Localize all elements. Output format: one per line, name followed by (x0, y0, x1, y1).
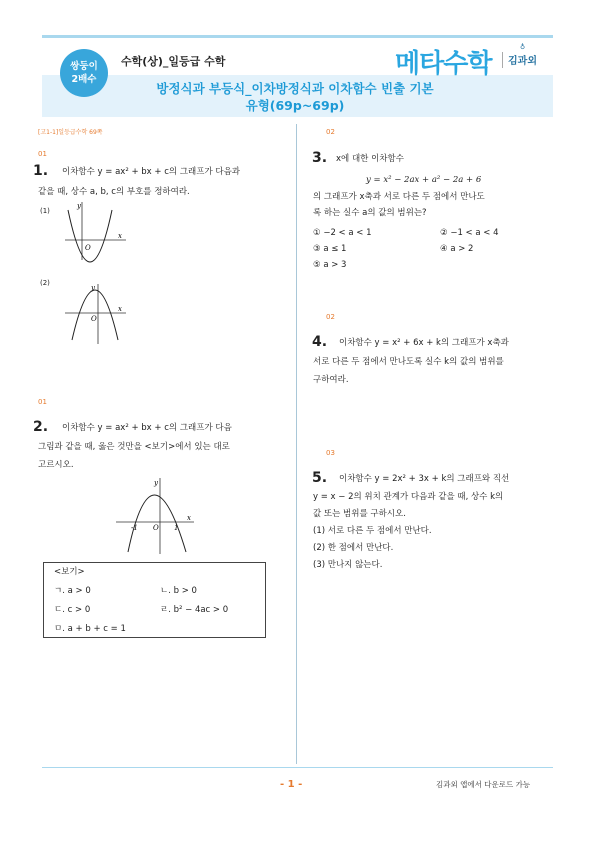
course-title: 수학(상)_일등급 수학 (121, 55, 226, 68)
q5-line2: y = x − 2의 위치 관계가 다음과 같을 때, 상수 k의 (313, 492, 504, 502)
worksheet-subtitle: 유형(69p~69p) (245, 98, 345, 113)
q1-tag: 01 (38, 150, 47, 158)
q3-tag: 02 (326, 128, 335, 136)
q3-choice-3[interactable]: ③ a ≤ 1 (313, 244, 347, 254)
q1-number: 1. (33, 163, 49, 179)
q5-item-2: (2) 한 점에서 만난다. (313, 543, 394, 553)
q2g-x-label: x (187, 514, 191, 522)
q1-line1: 이차함수 y = ax² + bx + c의 그래프가 다음과 (62, 167, 240, 177)
q3-choice-4[interactable]: ④ a > 2 (440, 244, 474, 254)
q4-line2: 서로 다른 두 점에서 만나도록 실수 k의 값의 범위를 (313, 357, 504, 367)
bogi-item-3: ㄷ. c > 0 (54, 605, 91, 615)
q1g2-y-label: y (91, 284, 95, 292)
brand-divider (502, 52, 503, 68)
q4-line3: 구하여라. (313, 375, 349, 385)
bogi-item-4: ㄹ. b² − 4ac > 0 (160, 605, 229, 615)
q1g1-y-label: y (77, 202, 81, 210)
q3-line2: 의 그래프가 x축과 서로 다른 두 점에서 만나도 (313, 192, 485, 202)
q2g-tick-neg1: -1 (131, 524, 138, 532)
q1g1-parabola (68, 210, 112, 262)
q1-line2: 같을 때, 상수 a, b, c의 부호를 정하여라. (38, 187, 190, 197)
q5-tag: 03 (326, 449, 335, 457)
q2-line3: 고르시오. (38, 460, 74, 470)
q1g1-x-label: x (118, 232, 122, 240)
q5-item-1: (1) 서로 다른 두 점에서 만난다. (313, 526, 432, 536)
q2g-y-label: y (154, 479, 158, 487)
q1g1-origin: O (85, 244, 91, 252)
q4-line1: 이차함수 y = x² + 6x + k의 그래프가 x축과 (339, 338, 509, 348)
q2-number: 2. (33, 419, 49, 435)
q2-line2: 그림과 같을 때, 옳은 것만을 <보기>에서 있는 대로 (38, 442, 230, 452)
q2g-origin: O (153, 524, 159, 532)
q3-line3: 록 하는 실수 a의 값의 범위는? (313, 208, 427, 218)
q1g2-origin: O (91, 315, 97, 323)
q3-line1: x에 대한 이차함수 (336, 154, 404, 164)
q3-choice-1[interactable]: ① −2 < a < 1 (313, 228, 372, 238)
q4-tag: 02 (326, 313, 335, 321)
worksheet-title: 방정식과 부등식_이차방정식과 이차함수 빈출 기본 (156, 81, 434, 96)
q1-graph1 (60, 196, 135, 264)
q1g2-x-label: x (118, 305, 122, 313)
source-label: [고1-1]일등급수학 69쪽 (38, 129, 103, 136)
q5-number: 5. (312, 470, 328, 486)
q3-choice-5[interactable]: ⑤ a > 3 (313, 260, 347, 270)
q2-line1: 이차함수 y = ax² + bx + c의 그래프가 다음 (62, 423, 232, 433)
twin-badge (60, 49, 108, 97)
q1-sub1-label: (1) (40, 207, 50, 215)
q3-equation: y = x² − 2ax + a² − 2a + 6 (366, 175, 482, 185)
bogi-item-5: ㅁ. a + b + c = 1 (54, 624, 126, 634)
brand-logo: 메타수학 (395, 49, 492, 79)
q3-choice-2[interactable]: ② −1 < a < 4 (440, 228, 499, 238)
q1-graph2 (60, 280, 135, 348)
footer-note: 김과외 앱에서 다운로드 가능 (436, 780, 531, 789)
badge-line1: 쌍둥이 (70, 61, 98, 72)
q2-tag: 01 (38, 398, 47, 406)
q2-graph (112, 474, 202, 558)
q3-number: 3. (312, 150, 328, 166)
brand2-icon: ♁ (520, 43, 526, 51)
bogi-item-2: ㄴ. b > 0 (160, 586, 197, 596)
bogi-title: <보기> (54, 567, 85, 577)
q5-item-3: (3) 만나지 않는다. (313, 560, 383, 570)
q2g-tick-1: 1 (174, 524, 179, 532)
badge-line2: 2배수 (71, 74, 97, 85)
q1-sub2-label: (2) (40, 279, 50, 287)
q5-line3: 값 또는 범위를 구하시오. (313, 509, 406, 519)
bogi-item-1: ㄱ. a > 0 (54, 586, 91, 596)
bogi-box (43, 562, 266, 638)
top-border-line (42, 35, 553, 38)
column-divider (296, 124, 297, 764)
q5-line1: 이차함수 y = 2x² + 3x + k의 그래프와 직선 (339, 474, 510, 484)
q4-number: 4. (312, 334, 328, 350)
page-number: - 1 - (280, 779, 303, 790)
brand2-logo: 김과외 (508, 56, 537, 67)
footer-line (42, 767, 553, 768)
